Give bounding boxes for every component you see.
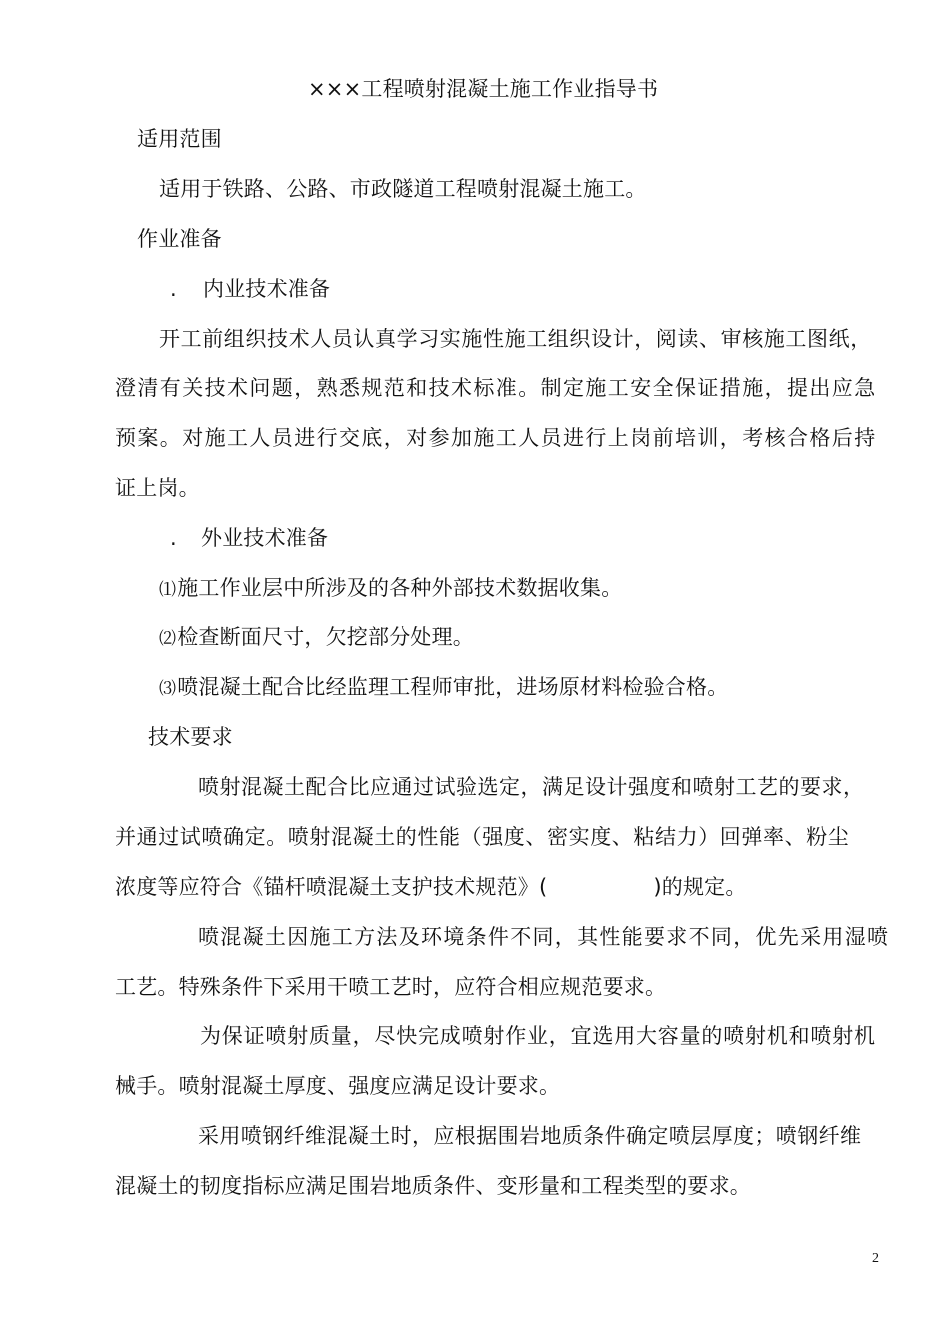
subsection-marker-internal: . — [170, 277, 177, 301]
tech-paragraph-line: 浓度等应符合《锚杆喷混凝土支护技术规范》( )的规定。 — [115, 875, 747, 899]
internal-paragraph-line: 澄清有关技术问题，熟悉规范和技术标准。制定施工安全保证措施，提出应急 — [115, 376, 877, 400]
list-item-number: ⑶ — [159, 679, 177, 699]
internal-paragraph-line: 预案。对施工人员进行交底，对参加施工人员进行上岗前培训，考核合格后持 — [115, 426, 877, 450]
subsection-heading-external: 外业技术准备 — [201, 526, 329, 550]
tech-paragraph-line: 械手。喷射混凝土厚度、强度应满足设计要求。 — [115, 1074, 561, 1098]
tech-paragraph-line: 为保证喷射质量，尽快完成喷射作业，宜选用大容量的喷射机和喷射机 — [200, 1024, 876, 1048]
tech-paragraph-line: 并通过试喷确定。喷射混凝土的性能（强度、密实度、粘结力）回弹率、粉尘 — [115, 825, 850, 849]
list-item-number: ⑴ — [159, 580, 177, 600]
tech-paragraph-line: 混凝土的韧度指标应满足围岩地质条件、变形量和工程类型的要求。 — [115, 1174, 751, 1198]
external-list-item — [159, 672, 728, 704]
external-list-item — [159, 573, 622, 605]
tech-paragraph-line: 喷射混凝土配合比应通过试验选定，满足设计强度和喷射工艺的要求， — [198, 775, 865, 799]
tech-paragraph-line: 采用喷钢纤维混凝土时，应根据围岩地质条件确定喷层厚度；喷钢纤维 — [198, 1124, 862, 1148]
subsection-marker-external: . — [170, 526, 177, 550]
section-heading-tech: 技术要求 — [148, 725, 233, 749]
scope-text: 适用于铁路、公路、市政隧道工程喷射混凝土施工。 — [159, 177, 647, 201]
external-list-item — [159, 622, 474, 654]
list-item-text: 喷混凝土配合比经监理工程师审批，进场原材料检验合格。 — [177, 675, 729, 699]
internal-paragraph-line: 开工前组织技术人员认真学习实施性施工组织设计，阅读、审核施工图纸， — [159, 327, 872, 351]
list-item-number: ⑵ — [159, 629, 177, 649]
tech-paragraph-line: 喷混凝土因施工方法及环境条件不同，其性能要求不同，优先采用湿喷 — [198, 925, 890, 949]
internal-paragraph-line: 证上岗。 — [115, 476, 200, 500]
document-title: ×××工程喷射混凝土施工作业指导书 — [308, 77, 659, 101]
list-item-text: 检查断面尺寸，欠挖部分处理。 — [177, 625, 475, 649]
page-number: 2 — [872, 1251, 879, 1266]
section-heading-scope: 适用范围 — [137, 127, 222, 151]
tech-paragraph-line: 工艺。特殊条件下采用干喷工艺时，应符合相应规范要求。 — [115, 975, 667, 999]
list-item-text: 施工作业层中所涉及的各种外部技术数据收集。 — [177, 576, 623, 600]
section-heading-prep: 作业准备 — [137, 227, 222, 251]
subsection-heading-internal: 内业技术准备 — [203, 277, 331, 301]
